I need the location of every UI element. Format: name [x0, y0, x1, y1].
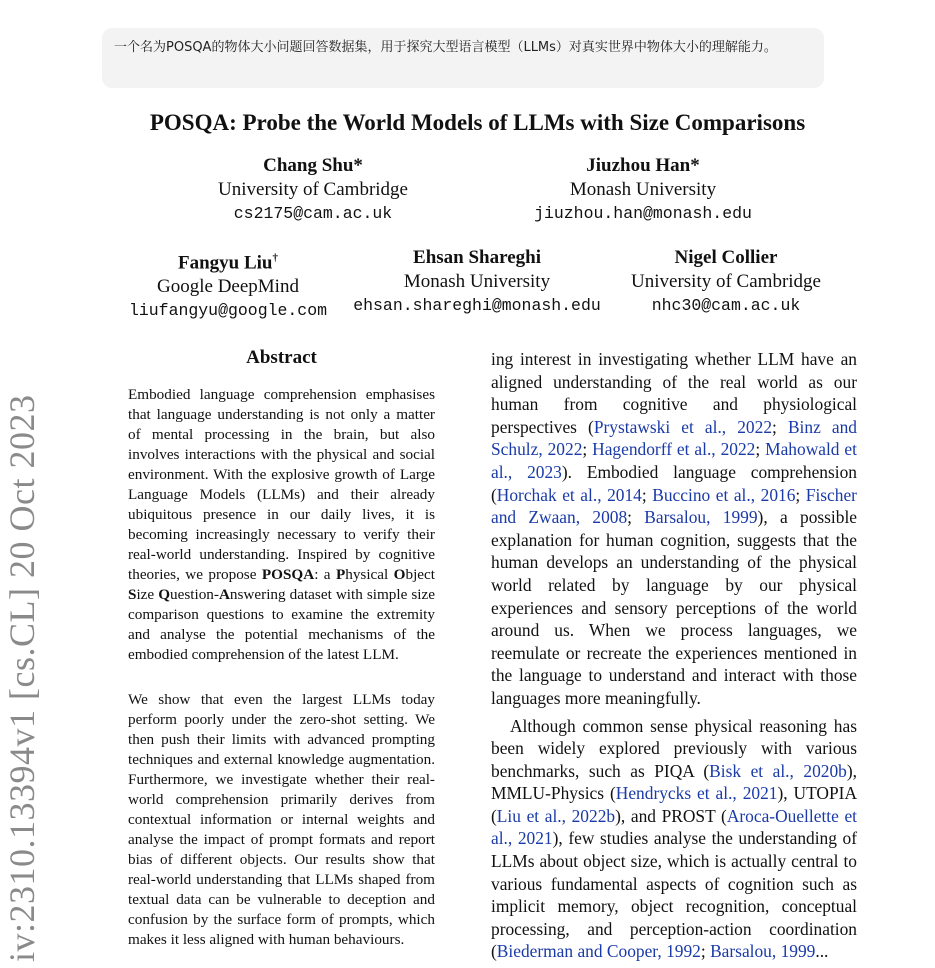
abstract-text: bject	[405, 566, 435, 583]
abstract-text: ize	[136, 586, 159, 603]
intro-column	[491, 348, 857, 968]
abstract-text: hysical	[345, 566, 394, 583]
arxiv-identifier: iv:2310.13394v1 [cs.CL] 20 Oct 2023	[2, 394, 42, 962]
summary-text: 一个名为POSQA的物体大小问题回答数据集，用于探究大型语言模型（LLMs）对真实世界中物体大小的理解能力。	[114, 40, 777, 55]
citation-link[interactable]: Buccino et al., 2016	[652, 484, 796, 505]
abstract-text: Embodied language comprehension emphasises that language understanding is not only a matter of mental processing in the brain, but also involves interactions with the physical and social environment. With the explosive growth of Large Language Models (LLMs) and their already ubiquitous presence in our daily lives, it is becoming increasingly necessary to verify their real-world understanding. Inspired by cognitive theories, we propose	[128, 386, 435, 583]
author-affiliation: Google DeepMind	[157, 276, 299, 298]
intro-text: ;	[772, 416, 788, 437]
abstract-text: : a	[314, 566, 336, 583]
intro-text: ;	[755, 439, 766, 460]
intro-text: ), a possible explanation for human cognition, suggests that the human develops an understanding of the physical world related by language by our physical experiences and sensory perceptions of the world around us. When we process languages, we reemulate or recreate the experiences mentioned in the language to understand and interact with those languages more meaningfully.	[491, 507, 858, 708]
author-email: liufangyu@google.com	[128, 301, 328, 321]
acronym-letter: S	[128, 586, 137, 603]
citation-link[interactable]: Barsalou, 1999	[644, 507, 758, 528]
citation-link[interactable]: Hendrycks et al., 2021	[615, 783, 778, 804]
author-affiliation: Monash University	[569, 179, 717, 200]
author-email: jiuzhou.han@monash.edu	[534, 204, 752, 223]
citation-link[interactable]: Hagendorff et al., 2022	[592, 439, 756, 460]
citation-link[interactable]: Fischer and Zwaan, 2008	[491, 484, 857, 528]
intro-text: ;	[795, 484, 806, 505]
author-email: cs2175@cam.ac.uk	[233, 204, 393, 223]
author-affiliation: University of Cambridge	[631, 271, 821, 292]
citation-link[interactable]: Binz and Schulz, 2022	[491, 416, 857, 460]
author-affiliation: University of Cambridge	[218, 179, 408, 200]
intro-text: ;	[582, 439, 593, 460]
intro-text: ), UTOPIA (	[491, 783, 858, 826]
citation-link[interactable]: Mahowald et al., 2023	[491, 439, 857, 482]
abstract-text: We show that even the largest LLMs today perform poorly under the zero-shot setting. We then push their limits with advanced prompting techniques and external knowledge augmentation. Furthermore, we investigate whether their real-world comprehension primarily derives from contextual information or internal weights and analyse the impact of prompt formats and report bias of different objects. Our results show that real-world understanding that LLMs shaped from textual data can be vulnerable to deception and confusion by the surface form of prompts, which makes it less aligned with human behaviours.	[128, 691, 435, 948]
intro-text: ), few studies analyse the understanding of LLMs about object size, which is actually central to various fundamental aspects of cognition such as implicit memory, object recognition, conceptual processing, and perception-action coordination (	[491, 828, 857, 962]
author-affiliation: Monash University	[403, 271, 551, 292]
author-name: Chang Shu*	[263, 155, 363, 176]
intro-text: Although common sense physical reasoning has been widely explored previously with various benchmarks, such as PIQA (	[491, 715, 857, 781]
intro-text: ...	[815, 941, 829, 962]
intro-text: ;	[700, 941, 711, 962]
citation-link[interactable]: Prystawski et al., 2022	[593, 416, 773, 437]
author-block	[493, 154, 793, 226]
author-block	[118, 246, 338, 323]
author-name: Fangyu Liu	[177, 252, 273, 274]
citation-link[interactable]: Barsalou, 1999	[710, 941, 816, 962]
acronym-letter: O	[393, 566, 406, 583]
paper-title: POSQA: Probe the World Models of LLMs with Size Comparisons	[149, 110, 806, 135]
acronym-letter: Q	[158, 586, 171, 603]
citation-link[interactable]: Liu et al., 2022b	[496, 805, 616, 826]
author-block	[343, 246, 611, 318]
author-block	[163, 154, 463, 226]
citation-link[interactable]: Biederman and Cooper, 1992	[496, 941, 701, 962]
author-name: Ehsan Shareghi	[413, 247, 541, 268]
abstract-text: uestion-	[170, 586, 219, 603]
author-name: Nigel Collier	[674, 247, 778, 268]
dataset-name: POSQA	[261, 566, 315, 583]
author-mark: †	[272, 252, 278, 264]
intro-text: ;	[627, 507, 645, 528]
intro-text: ), and PROST (	[615, 805, 727, 826]
author-email: nhc30@cam.ac.uk	[651, 296, 801, 315]
citation-link[interactable]: Horchak et al., 2014	[496, 484, 642, 505]
intro-text: ), MMLU-Physics (	[491, 760, 857, 804]
summary-note	[102, 28, 824, 88]
intro-text: ing interest in investigating whether LLM have an aligned understanding of the real world as our human from cognitive and physiological perspectives (	[491, 349, 857, 437]
author-name: Jiuzhou Han*	[586, 155, 700, 176]
citation-link[interactable]: Aroca-Ouellette et al., 2021	[491, 805, 857, 849]
abstract-paragraph-1	[128, 385, 435, 665]
intro-text: ;	[641, 484, 653, 505]
author-email: ehsan.shareghi@monash.edu	[353, 296, 601, 315]
intro-paragraph-2	[491, 715, 857, 964]
acronym-letter: A	[218, 586, 230, 603]
intro-text: ). Embodied language comprehension (	[491, 461, 857, 505]
abstract-paragraph-2	[128, 690, 435, 950]
citation-link[interactable]: Bisk et al., 2020b	[709, 760, 847, 781]
intro-paragraph-1	[491, 348, 857, 710]
author-block	[616, 246, 836, 318]
author-name-line	[118, 246, 338, 275]
acronym-letter: P	[335, 566, 346, 583]
abstract-heading: Abstract	[246, 347, 317, 368]
abstract-text: nswering dataset with simple size comparison questions to examine the extremity and analyse the potential mechanisms of the embodied comprehension of the latest LLM.	[128, 586, 435, 663]
